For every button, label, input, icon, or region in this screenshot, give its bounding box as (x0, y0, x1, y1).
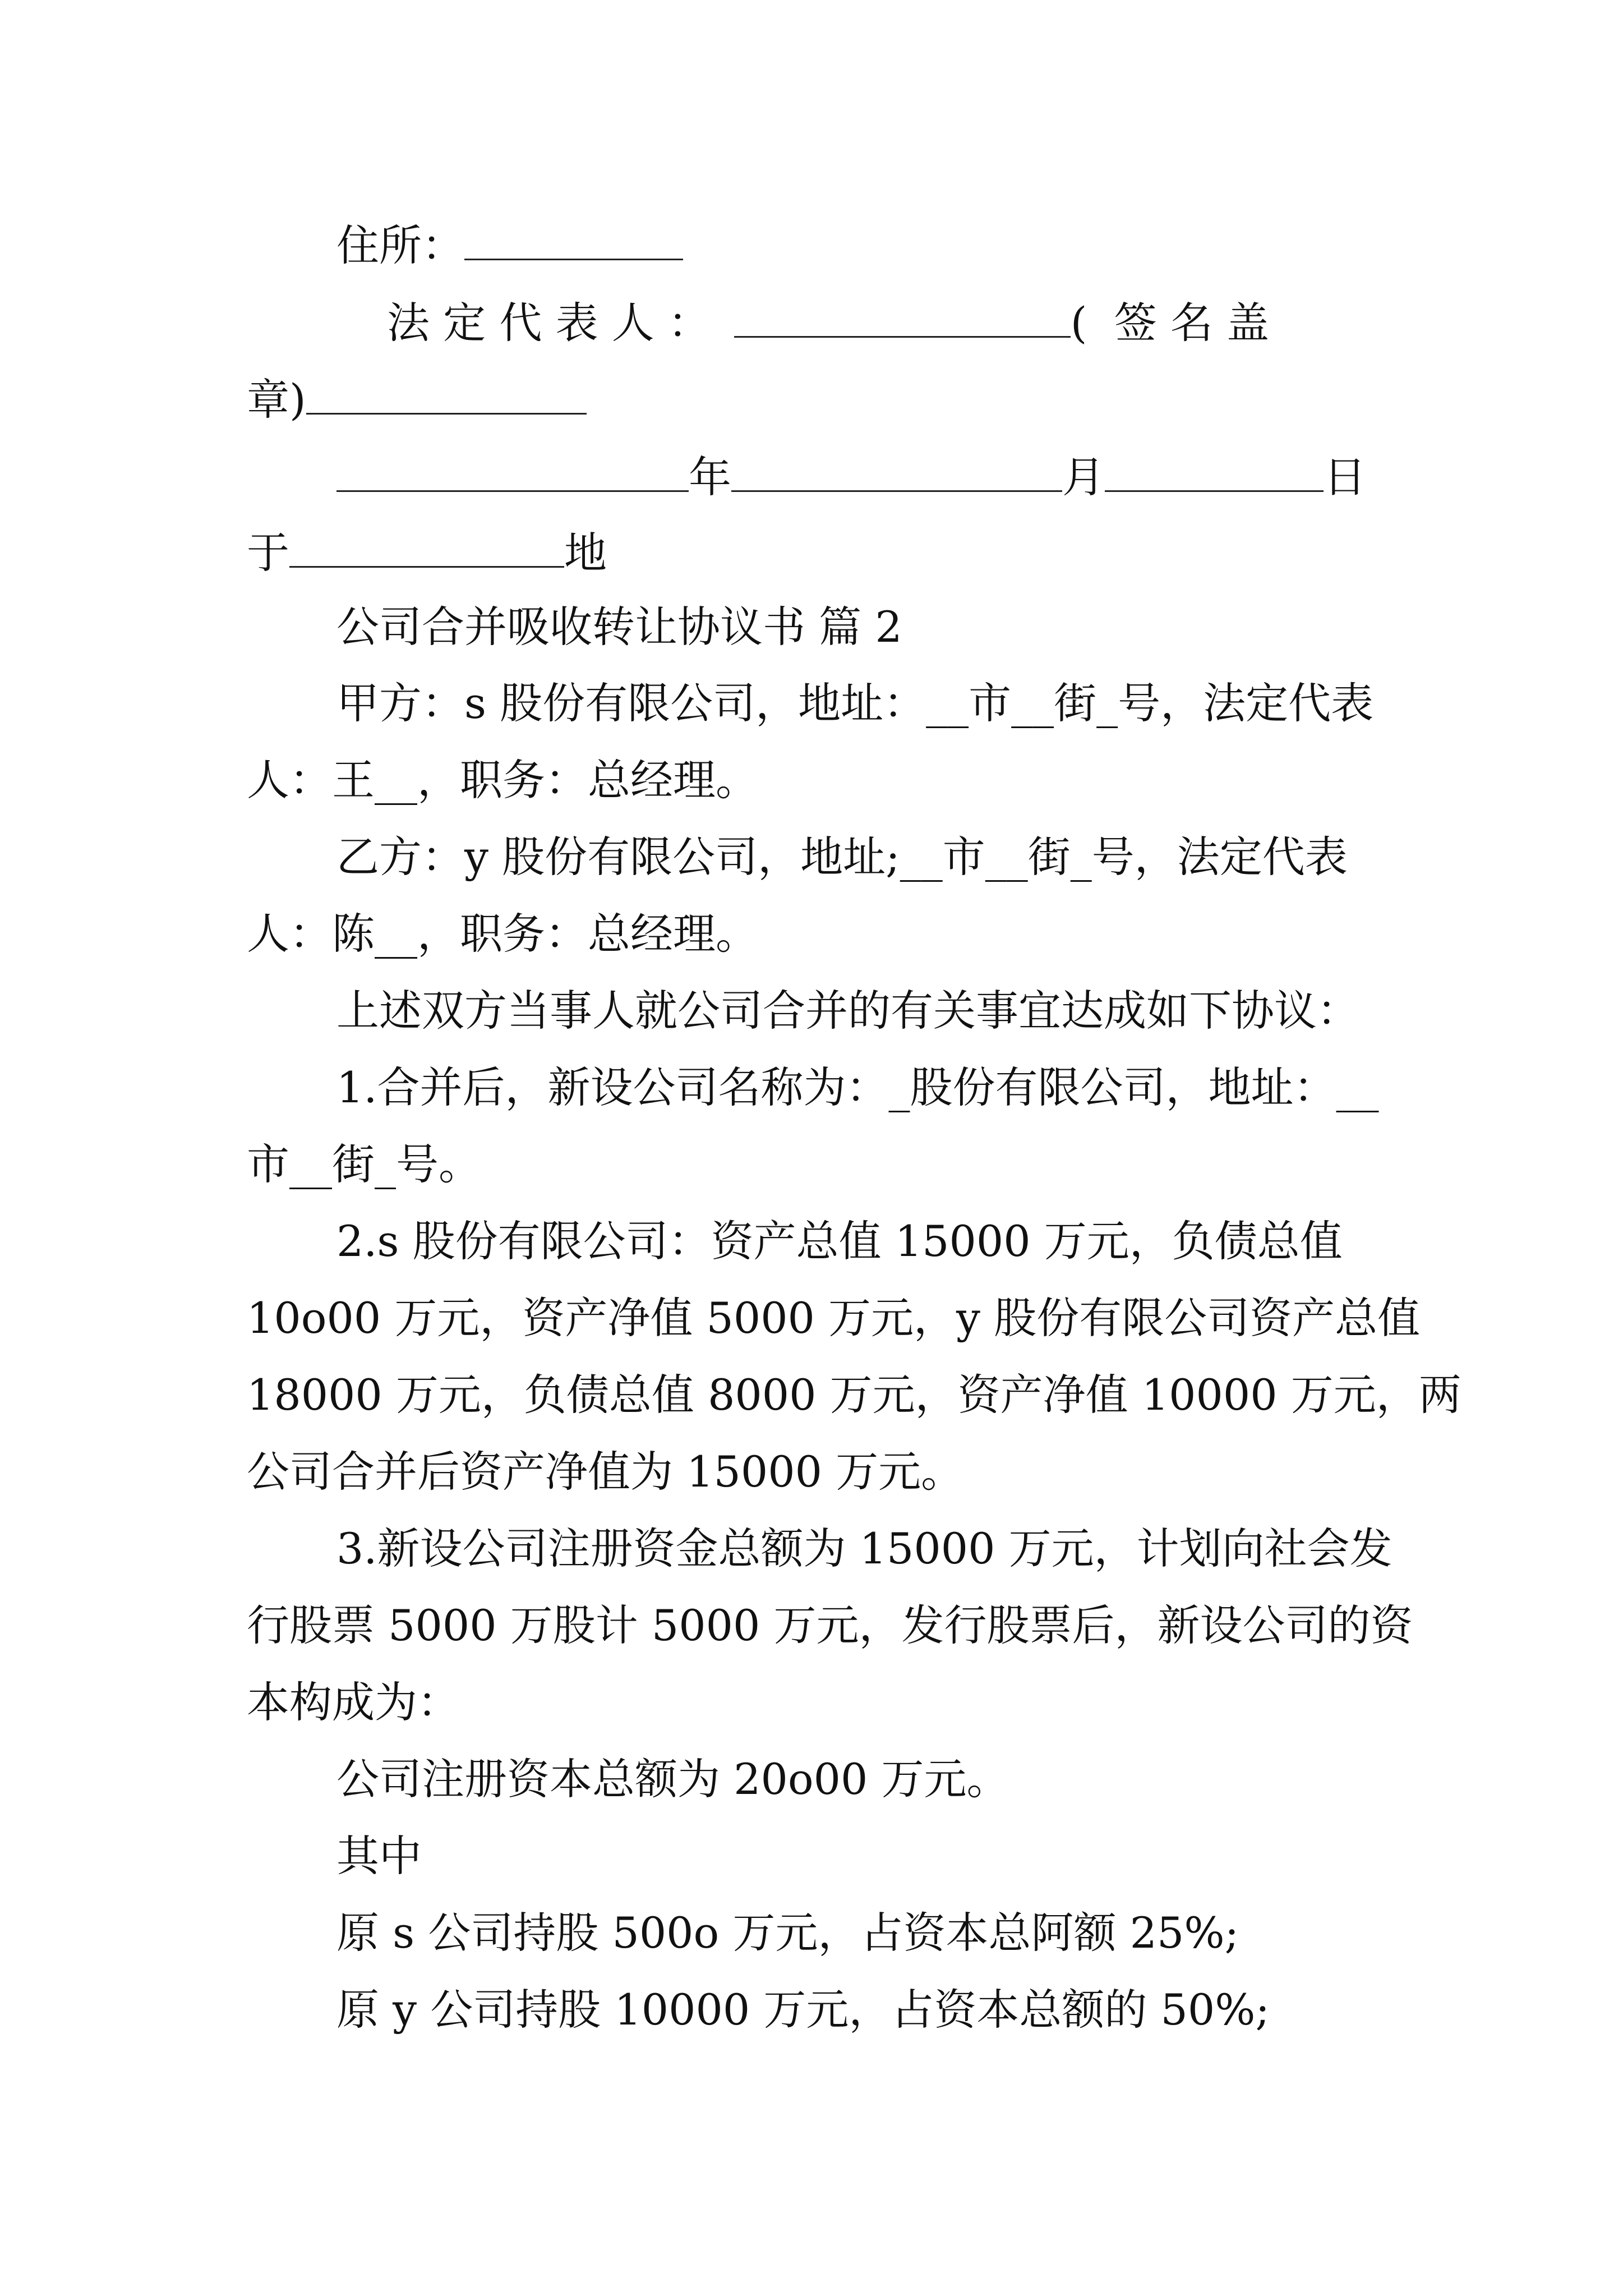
month-label: 月 (1062, 452, 1105, 502)
holding-y: 原 y 公司持股 10000 万元，占资本总额的 50%; (336, 1985, 1270, 2035)
year-blank (336, 453, 689, 492)
location-blank (289, 529, 564, 568)
day-label: 日 (1324, 452, 1366, 502)
section-heading: 公司合并吸收转让协议书 篇 2 (336, 602, 902, 652)
legal-rep-line (387, 298, 1270, 348)
party-b-line-2: 人：陈__，职务：总经理。 (247, 909, 758, 959)
clause-1-line-2: 市__街_号。 (247, 1139, 481, 1189)
month-blank (731, 453, 1062, 492)
location-prefix: 于 (247, 528, 289, 578)
sign-seal-close: 章) (247, 375, 306, 425)
date-line (336, 452, 1366, 502)
domicile-label: 住所： (336, 220, 464, 270)
day-blank (1105, 453, 1324, 492)
clause-2-line-3: 18000 万元，负债总值 8000 万元，资产净值 10000 万元，两 (247, 1370, 1461, 1420)
among-label: 其中 (336, 1831, 422, 1881)
party-a-line-2: 人：王__，职务：总经理。 (247, 755, 758, 805)
clause-2-line-1: 2.s 股份有限公司：资产总值 15000 万元，负债总值 (336, 1216, 1343, 1266)
agreement-intro: 上述双方当事人就公司合并的有关事宜达成如下协议： (336, 986, 1359, 1036)
clause-2-line-2: 10o00 万元，资产净值 5000 万元，y 股份有限公司资产总值 (247, 1293, 1421, 1343)
domicile-blank (464, 222, 683, 260)
clause-3-line-2: 行股票 5000 万股计 5000 万元，发行股票后，新设公司的资 (247, 1600, 1413, 1650)
year-label: 年 (689, 452, 731, 502)
clause-3-line-1: 3.新设公司注册资金总额为 15000 万元，计划向社会发 (336, 1524, 1393, 1573)
seal-blank (306, 376, 587, 415)
legal-rep-blank (734, 299, 1071, 338)
seal-line (247, 375, 587, 425)
capital-total: 公司注册资本总额为 20o00 万元。 (336, 1754, 1009, 1804)
party-a-line-1: 甲方：s 股份有限公司，地址：__市__街_号，法定代表 (336, 678, 1374, 728)
clause-3-line-3: 本构成为： (247, 1677, 460, 1727)
location-line (247, 528, 607, 578)
domicile-line (336, 220, 683, 270)
party-b-line-1: 乙方：y 股份有限公司，地址;__市__街_号，法定代表 (336, 832, 1348, 882)
sign-seal-open: ( 签 名 盖 (1070, 298, 1270, 348)
location-suffix: 地 (564, 528, 607, 578)
clause-1-line-1: 1.合并后，新设公司名称为：_股份有限公司，地址：__ (336, 1062, 1379, 1112)
legal-rep-label: 法 定 代 表 人 ： (387, 298, 711, 348)
clause-2-line-4: 公司合并后资产净值为 15000 万元。 (247, 1447, 964, 1497)
holding-s: 原 s 公司持股 500o 万元，占资本总阿额 25%; (336, 1908, 1239, 1958)
